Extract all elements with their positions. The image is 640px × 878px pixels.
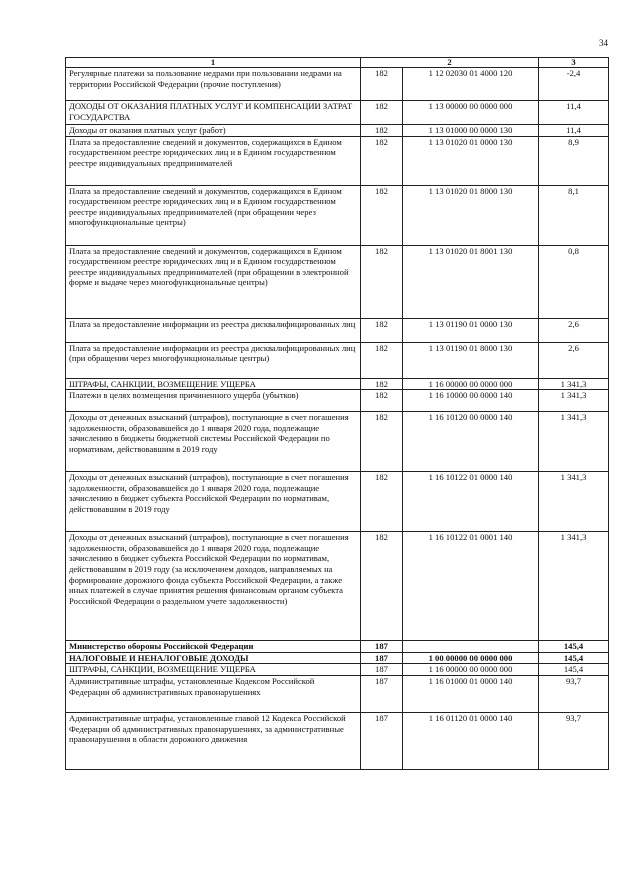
row-name-cell: Плата за предоставление сведений и документов, содержащихся в Едином государственном реестре юридических лиц и в Едином государственном реестре индивидуальных предпринимателей (при обращении в электронной форме и выдаче через многофункциональные центры) xyxy=(66,245,361,318)
row-admin-code-cell: 187 xyxy=(361,652,403,664)
row-value-cell: 93,7 xyxy=(539,712,609,769)
row-value-cell: 11,4 xyxy=(539,101,609,125)
row-name-cell: ШТРАФЫ, САНКЦИИ, ВОЗМЕЩЕНИЕ УЩЕРБА xyxy=(66,664,361,676)
row-budget-code-cell: 1 16 10120 00 0000 140 xyxy=(403,412,539,472)
table-row xyxy=(66,378,609,390)
row-admin-code-cell: 182 xyxy=(361,125,403,137)
row-admin-code-cell: 182 xyxy=(361,101,403,125)
table-row xyxy=(66,390,609,412)
table-row xyxy=(66,245,609,318)
row-name-cell: Регулярные платежи за пользование недрами при пользовании недрами на территории Российской Федерации (прочие поступления) xyxy=(66,68,361,101)
row-value-cell: 1 341,3 xyxy=(539,390,609,412)
header-col-3: 3 xyxy=(539,58,609,68)
table-row xyxy=(66,712,609,769)
row-name-cell: Плата за предоставление сведений и документов, содержащихся в Едином государственном реестре юридических лиц и в Едином государственном реестре индивидуальных предпринимателей xyxy=(66,136,361,185)
row-name-cell: Доходы от оказания платных услуг (работ) xyxy=(66,125,361,137)
row-value-cell: 1 341,3 xyxy=(539,532,609,641)
row-admin-code-cell: 187 xyxy=(361,712,403,769)
row-value-cell: -2,4 xyxy=(539,68,609,101)
row-name-cell: Платежи в целях возмещения причиненного ущерба (убытков) xyxy=(66,390,361,412)
row-budget-code-cell: 1 16 10122 01 0001 140 xyxy=(403,532,539,641)
table-row xyxy=(66,472,609,532)
row-value-cell: 1 341,3 xyxy=(539,472,609,532)
row-admin-code-cell: 182 xyxy=(361,472,403,532)
row-admin-code-cell: 182 xyxy=(361,378,403,390)
row-value-cell: 93,7 xyxy=(539,675,609,712)
row-budget-code-cell: 1 16 00000 00 0000 000 xyxy=(403,378,539,390)
row-value-cell: 2,6 xyxy=(539,342,609,378)
row-value-cell: 2,6 xyxy=(539,318,609,342)
row-budget-code-cell: 1 16 10000 00 0000 140 xyxy=(403,390,539,412)
row-name-cell: Административные штрафы, установленные главой 12 Кодекса Российской Федерации об административных правонарушениях, за административные правонарушения в области дорожного движения xyxy=(66,712,361,769)
table-row xyxy=(66,412,609,472)
row-admin-code-cell: 182 xyxy=(361,390,403,412)
table-row xyxy=(66,342,609,378)
row-name-cell: НАЛОГОВЫЕ И НЕНАЛОГОВЫЕ ДОХОДЫ xyxy=(66,652,361,664)
row-admin-code-cell: 182 xyxy=(361,68,403,101)
table-row xyxy=(66,652,609,664)
row-name-cell: Плата за предоставление информации из реестра дисквалифицированных лиц xyxy=(66,318,361,342)
row-name-cell: ШТРАФЫ, САНКЦИИ, ВОЗМЕЩЕНИЕ УЩЕРБА xyxy=(66,378,361,390)
row-admin-code-cell: 182 xyxy=(361,185,403,245)
row-budget-code-cell: 1 00 00000 00 0000 000 xyxy=(403,652,539,664)
row-name-cell: Плата за предоставление информации из реестра дисквалифицированных лиц (при обращении через многофункциональные центры) xyxy=(66,342,361,378)
row-budget-code-cell: 1 13 01000 00 0000 130 xyxy=(403,125,539,137)
row-name-cell: Плата за предоставление сведений и документов, содержащихся в Едином государственном реестре юридических лиц и в Едином государственном реестре индивидуальных предпринимателей (при обращении через многофункциональные центры) xyxy=(66,185,361,245)
row-admin-code-cell: 182 xyxy=(361,412,403,472)
row-admin-code-cell: 182 xyxy=(361,245,403,318)
table-body xyxy=(66,68,609,770)
table-row xyxy=(66,125,609,137)
row-value-cell: 8,9 xyxy=(539,136,609,185)
row-budget-code-cell: 1 16 01120 01 0000 140 xyxy=(403,712,539,769)
row-name-cell: Доходы от денежных взысканий (штрафов), поступающие в счет погашения задолженности, образовавшейся до 1 января 2020 года, подлежащие зачислению в бюджеты бюджетной системы Российской Федерации по нормативам, действовавшим в 2019 году xyxy=(66,412,361,472)
row-budget-code-cell: 1 13 01020 01 8001 130 xyxy=(403,245,539,318)
row-admin-code-cell: 187 xyxy=(361,664,403,676)
row-admin-code-cell: 187 xyxy=(361,641,403,653)
row-name-cell: Доходы от денежных взысканий (штрафов), поступающие в счет погашения задолженности, образовавшейся до 1 января 2020 года, подлежащие зачислению в бюджет субъекта Российской Федерации по нормативам, действовавшим в 2019 году (за исключением доходов, направляемых на формирование дорожного фонда субъекта Российской Федерации, а также иных платежей в случае принятия решения финансовым органом субъекта Российской Федерации о раздельном учете задолженности) xyxy=(66,532,361,641)
row-value-cell: 145,4 xyxy=(539,641,609,653)
table-row xyxy=(66,675,609,712)
header-col-2: 2 xyxy=(361,58,539,68)
row-name-cell: Доходы от денежных взысканий (штрафов), поступающие в счет погашения задолженности, образовавшейся до 1 января 2020 года, подлежащие зачислению в бюджет субъекта Российской Федерации по нормативам, действовавшим в 2019 году xyxy=(66,472,361,532)
table-row xyxy=(66,68,609,101)
table-row xyxy=(66,641,609,653)
row-value-cell: 0,8 xyxy=(539,245,609,318)
row-budget-code-cell: 1 13 01020 01 8000 130 xyxy=(403,185,539,245)
table-row xyxy=(66,532,609,641)
header-col-1: 1 xyxy=(66,58,361,68)
table-header-row xyxy=(66,58,609,68)
row-admin-code-cell: 187 xyxy=(361,675,403,712)
row-value-cell: 145,4 xyxy=(539,664,609,676)
table-row xyxy=(66,664,609,676)
row-value-cell: 1 341,3 xyxy=(539,412,609,472)
row-budget-code-cell xyxy=(403,641,539,653)
table-row xyxy=(66,185,609,245)
row-budget-code-cell: 1 13 01190 01 8000 130 xyxy=(403,342,539,378)
row-admin-code-cell: 182 xyxy=(361,318,403,342)
revenue-table xyxy=(65,57,609,770)
row-name-cell: Министерство обороны Российской Федерации xyxy=(66,641,361,653)
row-admin-code-cell: 182 xyxy=(361,532,403,641)
row-value-cell: 1 341,3 xyxy=(539,378,609,390)
row-budget-code-cell: 1 13 01020 01 0000 130 xyxy=(403,136,539,185)
table-row xyxy=(66,101,609,125)
page-number: 34 xyxy=(599,38,608,48)
row-name-cell: Административные штрафы, установленные Кодексом Российской Федерации об административных правонарушениях xyxy=(66,675,361,712)
row-budget-code-cell: 1 16 01000 01 0000 140 xyxy=(403,675,539,712)
row-admin-code-cell: 182 xyxy=(361,342,403,378)
row-value-cell: 145,4 xyxy=(539,652,609,664)
row-admin-code-cell: 182 xyxy=(361,136,403,185)
row-value-cell: 8,1 xyxy=(539,185,609,245)
table-row xyxy=(66,136,609,185)
table-row xyxy=(66,318,609,342)
row-budget-code-cell: 1 13 00000 00 0000 000 xyxy=(403,101,539,125)
row-value-cell: 11,4 xyxy=(539,125,609,137)
row-budget-code-cell: 1 16 10122 01 0000 140 xyxy=(403,472,539,532)
row-name-cell: ДОХОДЫ ОТ ОКАЗАНИЯ ПЛАТНЫХ УСЛУГ И КОМПЕНСАЦИИ ЗАТРАТ ГОСУДАРСТВА xyxy=(66,101,361,125)
row-budget-code-cell: 1 13 01190 01 0000 130 xyxy=(403,318,539,342)
row-budget-code-cell: 1 12 02030 01 4000 120 xyxy=(403,68,539,101)
row-budget-code-cell: 1 16 00000 00 0000 000 xyxy=(403,664,539,676)
